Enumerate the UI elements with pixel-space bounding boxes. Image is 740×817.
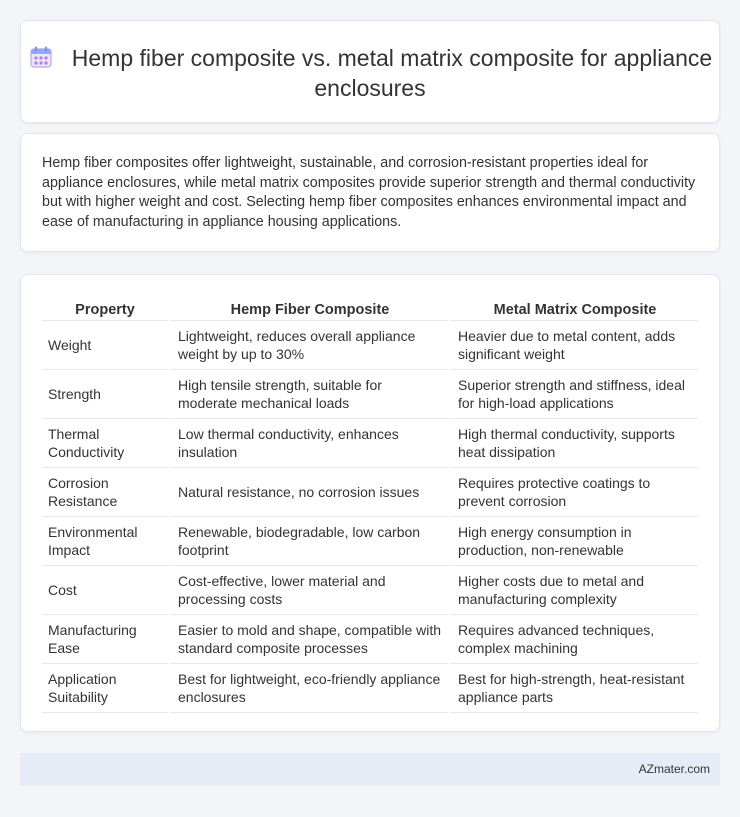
hemp-cell: Easier to mold and shape, compatible with standard composite processes [168, 615, 448, 664]
metal-cell: High energy consumption in production, non-renewable [448, 517, 698, 566]
table-row [42, 370, 698, 419]
hemp-cell: Renewable, biodegradable, low carbon footprint [168, 517, 448, 566]
hemp-cell: Natural resistance, no corrosion issues [168, 468, 448, 517]
property-cell: Manufacturing Ease [42, 615, 168, 664]
metal-cell: Higher costs due to metal and manufacturing complexity [448, 566, 698, 615]
table-row [42, 566, 698, 615]
footer-brand: AZmater.com [638, 762, 710, 776]
comparison-table-card [20, 274, 720, 732]
column-header-hemp: Hemp Fiber Composite [168, 296, 448, 321]
table-row [42, 517, 698, 566]
hemp-cell: Low thermal conductivity, enhances insulation [168, 419, 448, 468]
metal-cell: Best for high-strength, heat-resistant appliance parts [448, 664, 698, 713]
metal-cell: Superior strength and stiffness, ideal for high-load applications [448, 370, 698, 419]
property-cell: Thermal Conductivity [42, 419, 168, 468]
table-row [42, 419, 698, 468]
page-title-text: Hemp fiber composite vs. metal matrix composite for appliance enclosures [71, 45, 713, 101]
table-header-row [42, 296, 698, 321]
property-cell: Cost [42, 566, 168, 615]
intro-paragraph: Hemp fiber composites offer lightweight, sustainable, and corrosion-resistant properties ideal for appliance enclosures, while metal matrix composites provide superior strength and thermal conductivity but with higher weight and cost. Selecting hemp fiber composites enhances environmental impact and ease of manufacturing in appliance housing applications. [42, 155, 696, 230]
intro-card [20, 133, 720, 252]
property-cell: Application Suitability [42, 664, 168, 713]
calendar-icon [28, 44, 54, 70]
header-card [20, 20, 720, 123]
property-cell: Corrosion Resistance [42, 468, 168, 517]
property-cell: Strength [42, 370, 168, 419]
property-cell: Weight [42, 321, 168, 370]
metal-cell: Heavier due to metal content, adds significant weight [448, 321, 698, 370]
hemp-cell: Lightweight, reduces overall appliance weight by up to 30% [168, 321, 448, 370]
column-header-metal: Metal Matrix Composite [448, 296, 698, 321]
hemp-cell: Cost-effective, lower material and processing costs [168, 566, 448, 615]
table-row [42, 321, 698, 370]
property-cell: Environmental Impact [42, 517, 168, 566]
table-row [42, 664, 698, 713]
metal-cell: Requires protective coatings to prevent corrosion [448, 468, 698, 517]
comparison-table [42, 296, 698, 713]
page-title [21, 43, 719, 103]
hemp-cell: High tensile strength, suitable for moderate mechanical loads [168, 370, 448, 419]
column-header-property: Property [42, 296, 168, 321]
hemp-cell: Best for lightweight, eco-friendly appliance enclosures [168, 664, 448, 713]
table-row [42, 615, 698, 664]
table-row [42, 468, 698, 517]
metal-cell: Requires advanced techniques, complex machining [448, 615, 698, 664]
footer-bar [20, 753, 720, 786]
metal-cell: High thermal conductivity, supports heat dissipation [448, 419, 698, 468]
